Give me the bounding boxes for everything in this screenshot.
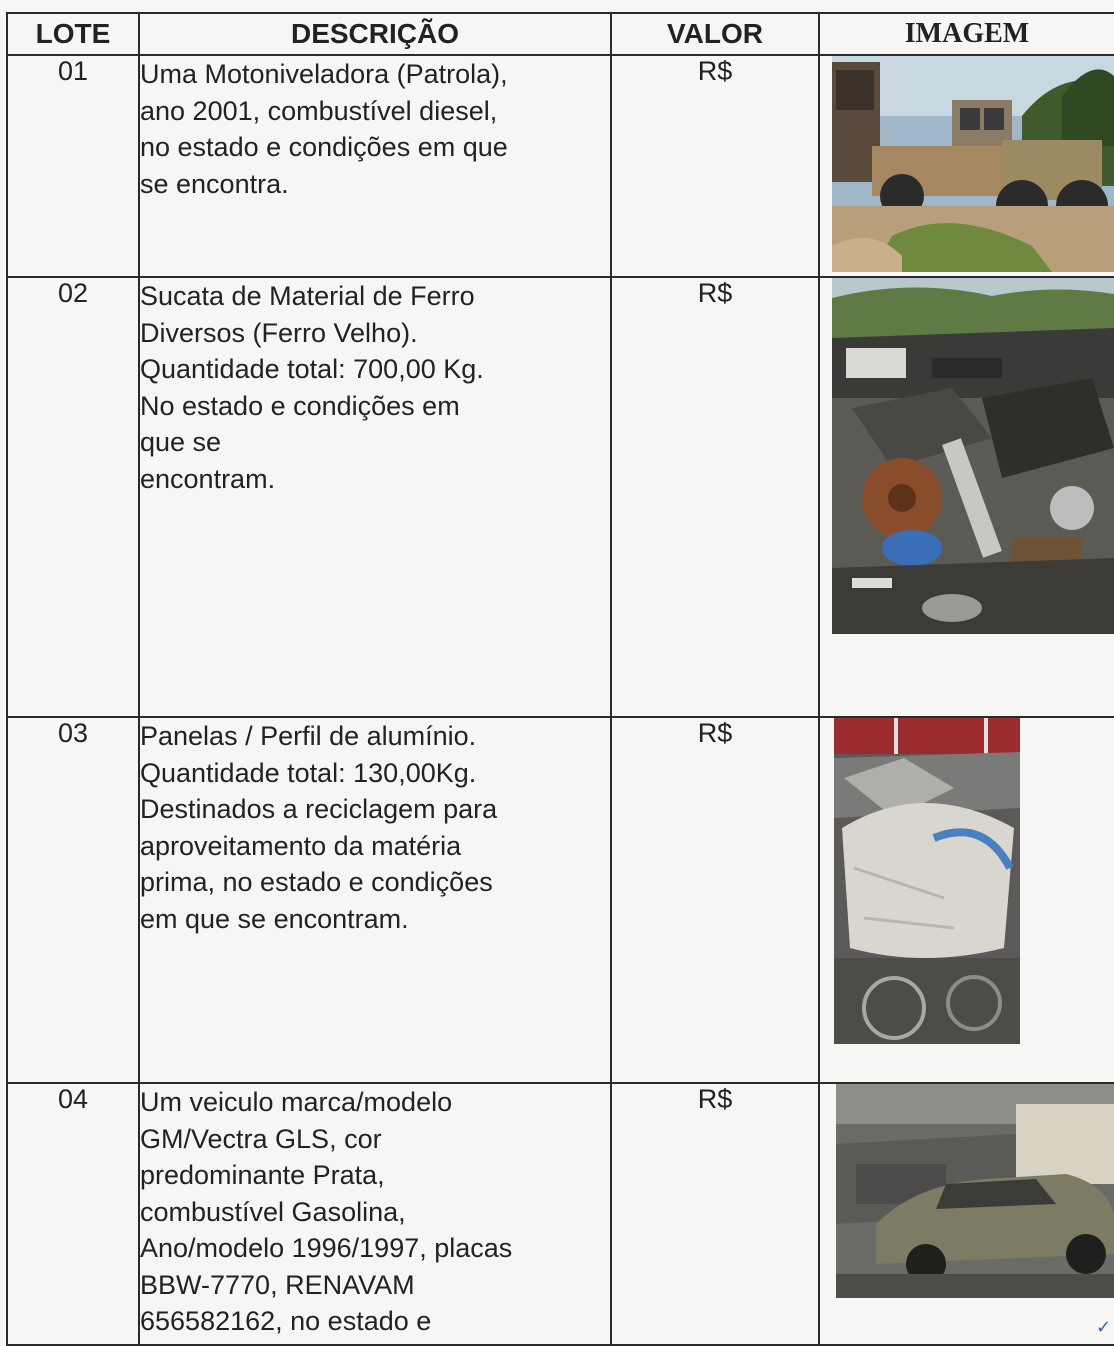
auction-lots-table — [6, 12, 1114, 1346]
motor-grader-photo — [832, 56, 1114, 272]
vectra-car-photo — [836, 1084, 1114, 1298]
lote-description: Panelas / Perfil de alumínio. Quantidade total: 130,00Kg. Destinados a reciclagem para aproveitamento da matéria prima, no estado e condições em que se encontram. — [139, 717, 611, 1083]
pen-mark-icon: ✓ — [1096, 1317, 1112, 1337]
scrap-iron-photo — [832, 278, 1114, 634]
lote-number: 01 — [7, 55, 139, 277]
header-descricao: DESCRIÇÃO — [139, 13, 611, 55]
lote-number: 02 — [7, 277, 139, 717]
lote-image-cell — [819, 1083, 1114, 1345]
lote-number: 04 — [7, 1083, 139, 1345]
lote-number: 03 — [7, 717, 139, 1083]
table-row — [7, 277, 1114, 717]
header-valor: VALOR — [611, 13, 819, 55]
table-row — [7, 1083, 1114, 1345]
table-row — [7, 55, 1114, 277]
table-header-row — [7, 13, 1114, 55]
lote-value: R$ — [611, 277, 819, 717]
table-row — [7, 717, 1114, 1083]
lote-description: Um veiculo marca/modelo GM/Vectra GLS, cor predominante Prata, combustível Gasolina, Ano/modelo 1996/1997, placas BBW-7770, RENAVAM 656582162, no estado e — [139, 1083, 611, 1345]
lote-description: Uma Motoniveladora (Patrola), ano 2001, combustível diesel, no estado e condições em que se encontra. — [139, 55, 611, 277]
lote-value: R$ — [611, 55, 819, 277]
aluminium-scrap-bag-photo — [834, 718, 1020, 1044]
lote-image-cell — [819, 277, 1114, 717]
header-lote: LOTE — [7, 13, 139, 55]
lote-image-cell — [819, 55, 1114, 277]
lote-image-cell — [819, 717, 1114, 1083]
lote-value: R$ — [611, 1083, 819, 1345]
header-imagem: IMAGEM — [819, 13, 1114, 55]
lote-value: R$ — [611, 717, 819, 1083]
lote-description: Sucata de Material de Ferro Diversos (Ferro Velho). Quantidade total: 700,00 Kg. No estado e condições em que se encontram. — [139, 277, 611, 717]
